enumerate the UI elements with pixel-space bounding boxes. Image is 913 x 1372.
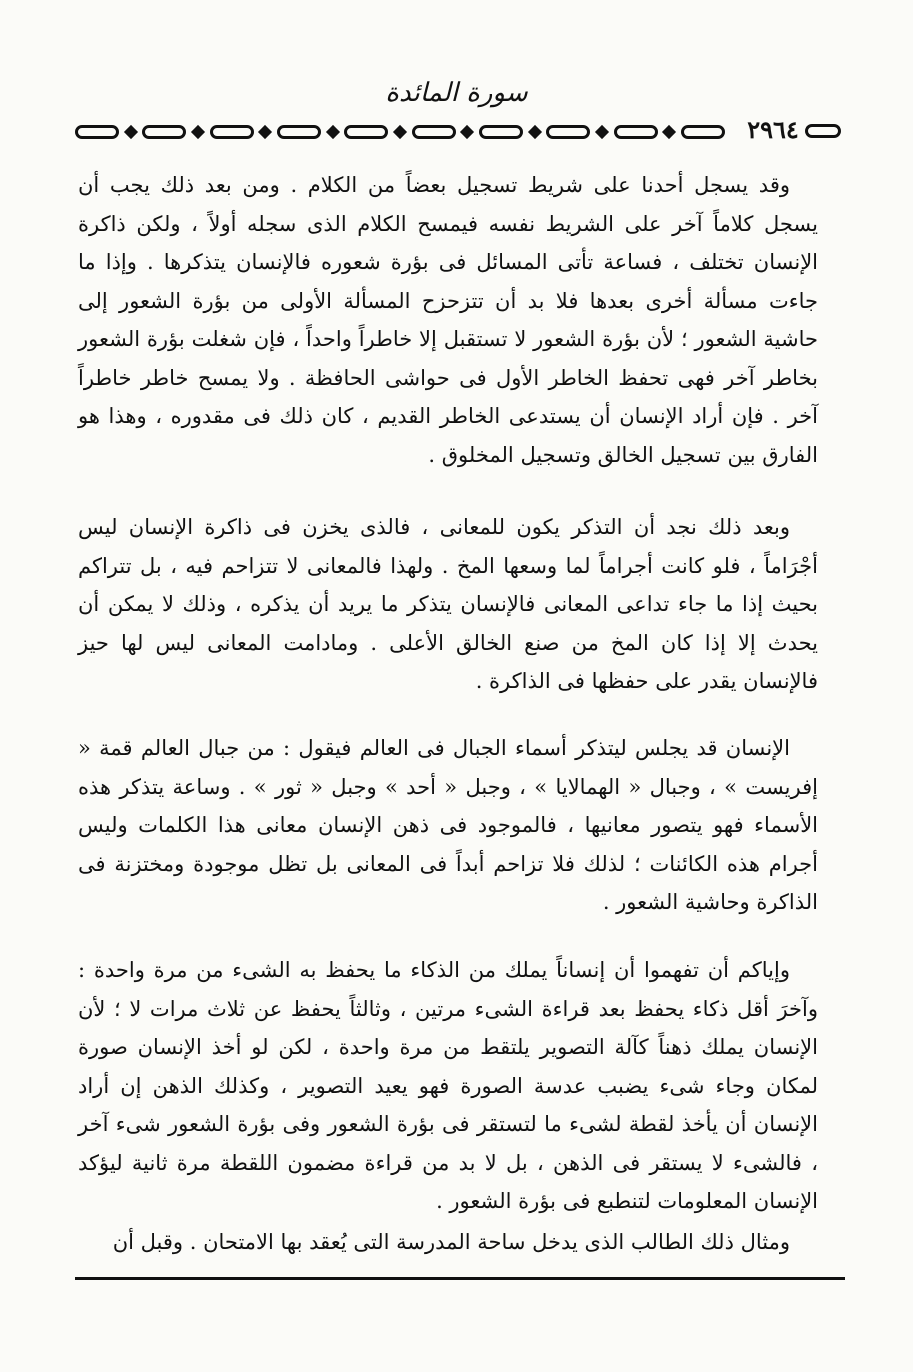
ornament-oval [546,125,590,139]
footer-rule [75,1277,845,1280]
page-number: ٢٩٦٤ [747,115,799,144]
ornament-oval [344,125,388,139]
ornament-diamond [527,125,541,139]
paragraph [78,1223,818,1262]
ornament-oval [210,125,254,139]
ornament-diamond [460,125,474,139]
ornament-oval [479,125,523,139]
ornament-diamond [124,125,138,139]
paragraph-text: ومثال ذلك الطالب الذى يدخل ساحة المدرسة التى يُعقد بها الامتحان . وقبل أن [112,1230,790,1254]
paragraph [78,951,818,1221]
ornament-oval [614,125,658,139]
paragraph [78,729,818,922]
paragraph-text: الإنسان قد يجلس ليتذكر أسماء الجبال فى العالم فيقول : من جبال العالم قمة « إفريست » ، وجبال « الهمالايا » ، وجبل « أحد » وجبل « ثور » . وساعة يتذكر هذه الأسماء فهو يتصور معانيها ، فالموجود فى ذهن الإنسان معانى هذا الكلمات وليس أجرام هذه الكائنات ؛ لذلك فلا تزاحم أبداً فى المعانى بل تظل موجودة ومختزنة فى الذاكرة وحاشية الشعور . [78,736,818,914]
paragraph-text: وقد يسجل أحدنا على شريط تسجيل بعضاً من الكلام . ومن بعد ذلك يجب أن يسجل كلاماً آخر على الشريط نفسه فيمسح الكلام الذى سجله أولاً ، ولكن ذاكرة الإنسان تختلف ، فساعة تأتى المسائل فى بؤرة شعوره فالإنسان يتذكرها . وإذا ما جاءت مسألة أخرى بعدها فلا بد أن تتزحزح المسألة الأولى من بؤرة الشعور إلى حاشية الشعور ؛ لأن بؤرة الشعور لا تستقبل إلا خاطراً واحداً ، فإن شغلت بؤرة الشعور بخاطر آخر فهى تحفظ الخاطر الأول فى حواشى الحافظة . ولا يمسح خاطر خاطراً آخر . فإن أراد الإنسان أن يستدعى الخاطر القديم ، كان ذلك فى مقدوره ، وهذا هو الفارق بين تسجيل الخالق وتسجيل المخلوق . [78,173,818,467]
ornament-oval [805,124,841,138]
paragraph [78,166,818,474]
surah-title: سورة المائدة [385,78,528,108]
ornament-oval [681,125,725,139]
ornament-diamond [595,125,609,139]
ornament-diamond [191,125,205,139]
ornament-diamond [393,125,407,139]
ornament-oval [412,125,456,139]
ornament-oval [277,125,321,139]
paragraph [78,508,818,701]
ornament-diamond [662,125,676,139]
ornament-oval [142,125,186,139]
ornament-diamond [326,125,340,139]
paragraph-text: وبعد ذلك نجد أن التذكر يكون للمعانى ، فالذى يخزن فى ذاكرة الإنسان ليس أجْرَاماً ، فلو كانت أجراماً لما وسعها المخ . ولهذا فالمعانى لا تتزاحم فيه ، بل تتراكم بحيث إذا ما جاء تداعى المعانى فالإنسان يتذكر ما يريد أن يذكره ، وذلك لا يمكن أن يحدث إلا إذا كان المخ من صنع الخالق الأعلى . ومادامت المعانى ليس لها حيز فالإنسان يقدر على حفظها فى الذاكرة . [78,515,818,693]
ornament-diamond [258,125,272,139]
paragraph-text: وإياكم أن تفهموا أن إنساناً يملك من الذكاء ما يحفظ به الشىء من مرة واحدة : وآخرَ أقل ذكاء يحفظ بعد قراءة الشىء مرتين ، وثالثاً يحفظ عن ثلاث مرات لا ؛ لأن الإنسان يملك ذهناً كآلة التصوير يلتقط من مرة واحدة ، لكن لو أخذ الإنسان صورة لمكان وجاء شىء يضبب عدسة الصورة فهو يعيد التصوير ، وكذلك الذهن إن أراد الإنسان أن يأخذ لقطة لشىء ما لتستقر فى بؤرة الشعور وفى بؤرة الشعور شىء آخر ، فالشىء لا يستقر فى الذهن ، بل لا بد من قراءة مضمون اللقطة مرة ثانية ليؤكد الإنسان المعلومات لتنطبع فى بؤرة الشعور . [78,958,818,1213]
header-ornament [75,121,725,143]
ornament-oval [75,125,119,139]
